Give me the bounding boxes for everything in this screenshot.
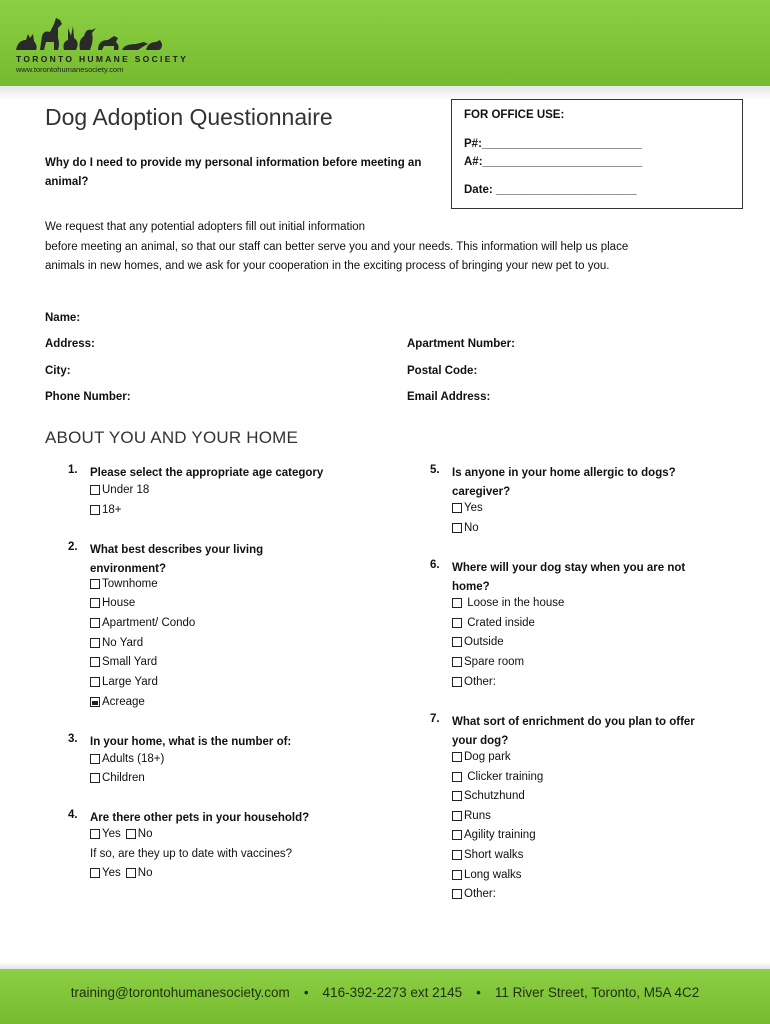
question-text: Is anyone in your home allergic to dogs? caregiver? <box>452 467 676 498</box>
option-other[interactable]: Other: <box>452 676 496 688</box>
question-number: 6. <box>430 559 440 571</box>
address-field[interactable]: Address: <box>45 338 95 350</box>
footer-bullet: • <box>476 985 481 1000</box>
page-title: Dog Adoption Questionnaire <box>45 104 333 130</box>
vaccines-question: If so, are they up to date with vaccines? <box>90 848 293 860</box>
office-p-number[interactable]: P#:_________________________ <box>464 138 642 150</box>
footer-phone[interactable]: 416-392-2273 ext 2145 <box>322 985 463 1000</box>
checkbox[interactable] <box>452 811 462 821</box>
option-long-walks[interactable]: Long walks <box>452 869 522 881</box>
option-apartment-condo[interactable]: Apartment/ Condo <box>90 617 195 629</box>
intro-line: We request that any potential adopters fill out initial information <box>45 221 366 233</box>
header-shadow <box>0 86 770 100</box>
option-schutzhund[interactable]: Schutzhund <box>452 790 525 802</box>
checkbox[interactable] <box>90 618 100 628</box>
option-outside[interactable]: Outside <box>452 636 504 648</box>
question-text: Are there other pets in your household? <box>90 812 310 824</box>
option-runs[interactable]: Runs <box>452 810 491 822</box>
org-url[interactable]: www.torontohumanesociety.com <box>16 65 124 74</box>
checkbox[interactable] <box>452 830 462 840</box>
footer-email[interactable]: training@torontohumanesociety.com <box>70 985 290 1000</box>
office-date[interactable]: Date: ______________________ <box>464 184 637 196</box>
option-18-plus[interactable]: 18+ <box>90 504 122 516</box>
email-field[interactable]: Email Address: <box>407 391 491 403</box>
intro-paragraph <box>45 218 745 277</box>
checkbox[interactable] <box>452 618 462 628</box>
checkbox[interactable] <box>90 677 100 687</box>
checkbox[interactable] <box>90 829 100 839</box>
checkbox[interactable] <box>452 657 462 667</box>
option-house[interactable]: House <box>90 597 135 609</box>
postal-code-field[interactable]: Postal Code: <box>407 365 478 377</box>
footer-banner <box>0 969 770 1024</box>
checkbox[interactable] <box>90 868 100 878</box>
option-clicker-training[interactable]: Clicker training <box>452 771 543 783</box>
name-field[interactable]: Name: <box>45 312 81 324</box>
checkbox[interactable] <box>90 773 100 783</box>
checkbox[interactable] <box>90 754 100 764</box>
option-vaccines-yes-no[interactable]: Yes No <box>90 867 152 879</box>
option-crated-inside[interactable]: Crated inside <box>452 617 535 629</box>
why-question: Why do I need to provide my personal information before meeting an animal? <box>45 157 422 188</box>
question-number: 2. <box>68 541 78 553</box>
checkbox[interactable] <box>90 657 100 667</box>
checkbox[interactable] <box>452 850 462 860</box>
checkbox[interactable] <box>452 598 462 608</box>
option-townhome[interactable]: Townhome <box>90 578 158 590</box>
checkbox[interactable] <box>452 791 462 801</box>
checkbox[interactable] <box>126 829 136 839</box>
option-other[interactable]: Other: <box>452 888 496 900</box>
question-text: Where will your dog stay when you are not home? <box>452 562 686 593</box>
intro-line: before meeting an animal, so that our staff can better serve you and your needs. This information will help us place <box>45 240 629 253</box>
checkbox[interactable] <box>452 523 462 533</box>
option-allergy-no[interactable]: No <box>452 522 479 534</box>
city-field[interactable]: City: <box>45 365 71 377</box>
question-number: 4. <box>68 809 78 821</box>
intro-line: animals in new homes, and we ask for your cooperation in the exciting process of bringing your new pet to you. <box>45 260 610 272</box>
footer-address: 11 River Street, Toronto, M5A 4C2 <box>494 985 700 1000</box>
option-small-yard[interactable]: Small Yard <box>90 656 157 668</box>
option-short-walks[interactable]: Short walks <box>452 849 523 861</box>
checkbox[interactable] <box>90 505 100 515</box>
checkbox[interactable] <box>90 638 100 648</box>
header-banner <box>0 0 770 86</box>
phone-field[interactable]: Phone Number: <box>45 391 131 403</box>
option-agility-training[interactable]: Agility training <box>452 829 536 841</box>
checkbox[interactable] <box>452 637 462 647</box>
checkbox[interactable] <box>452 870 462 880</box>
question-text: Please select the appropriate age category <box>90 467 324 479</box>
checkbox-checked[interactable] <box>90 697 100 707</box>
question-text: In your home, what is the number of: <box>90 736 292 748</box>
question-text: What best describes your living environment? <box>90 544 264 575</box>
checkbox[interactable] <box>90 598 100 608</box>
checkbox[interactable] <box>452 889 462 899</box>
question-number: 3. <box>68 733 78 745</box>
checkbox[interactable] <box>452 503 462 513</box>
option-allergy-yes[interactable]: Yes <box>452 502 483 514</box>
logo[interactable] <box>14 10 189 76</box>
footer-contact <box>0 985 770 1000</box>
option-adults[interactable]: Adults (18+) <box>90 753 164 765</box>
org-name: TORONTO HUMANE SOCIETY <box>16 54 189 64</box>
question-number: 7. <box>430 713 440 725</box>
checkbox[interactable] <box>90 579 100 589</box>
footer-bullet: • <box>303 985 309 1000</box>
option-loose-in-house[interactable]: Loose in the house <box>452 597 564 609</box>
option-no-yard[interactable]: No Yard <box>90 637 143 649</box>
option-large-yard[interactable]: Large Yard <box>90 676 158 688</box>
question-number: 5. <box>430 464 440 476</box>
animal-silhouettes-icon <box>14 10 164 54</box>
option-dog-park[interactable]: Dog park <box>452 751 511 763</box>
option-children[interactable]: Children <box>90 772 145 784</box>
question-number: 1. <box>68 464 78 476</box>
option-acreage[interactable]: Acreage <box>90 696 145 708</box>
option-under-18[interactable]: Under 18 <box>90 484 149 496</box>
office-a-number[interactable]: A#:_________________________ <box>464 156 643 168</box>
checkbox[interactable] <box>452 677 462 687</box>
office-use-box <box>451 99 743 209</box>
section-title: ABOUT YOU AND YOUR HOME <box>45 428 299 447</box>
checkbox[interactable] <box>452 752 462 762</box>
checkbox[interactable] <box>452 772 462 782</box>
apartment-field[interactable]: Apartment Number: <box>407 338 515 350</box>
checkbox[interactable] <box>90 485 100 495</box>
option-pets-yes-no[interactable]: Yes No <box>90 828 152 840</box>
office-use-title: FOR OFFICE USE: <box>464 109 565 121</box>
option-spare-room[interactable]: Spare room <box>452 656 524 668</box>
checkbox[interactable] <box>126 868 136 878</box>
question-text: What sort of enrichment do you plan to offer your dog? <box>452 716 695 747</box>
